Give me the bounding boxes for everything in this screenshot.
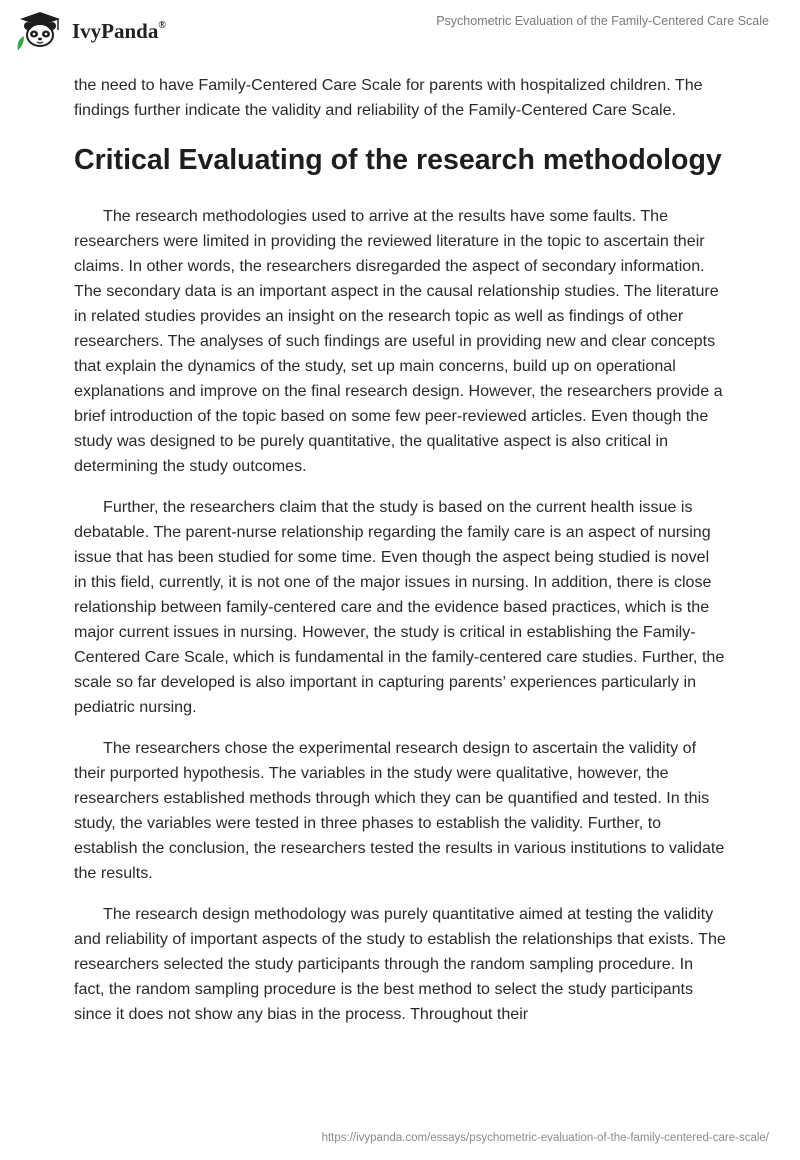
logo-wordmark: IvyPanda®	[72, 18, 166, 43]
source-url[interactable]: https://ivypanda.com/essays/psychometric-evaluation-of-the-family-centered-care-scale/	[321, 1132, 769, 1144]
intro-paragraph: the need to have Family-Centered Care Scale for parents with hospitalized children. The findings further indicate the validity and reliability of the Family-Centered Care Scale.	[74, 76, 703, 119]
registered-mark: ®	[158, 19, 166, 31]
ivypanda-logo[interactable]	[14, 10, 166, 50]
page-header	[0, 0, 800, 60]
body-paragraph-2: Further, the researchers claim that the study is based on the current health issue is debatable. The parent-nurse relationship regarding the family care is an aspect of nursing issue that has been studied for some time. Even though the aspect being studied is novel in this field, currently, it is not one of the major issues in nursing. In addition, there is close relationship between family-centered care and the evidence based practices, which is the major current issues in nursing. However, the study is critical in establishing the Family-Centered Care Scale, which is fundamental in the family-centered care studies. Further, the scale so far developed is also important in capturing parents’ experiences particularly in pediatric nursing.	[74, 498, 725, 716]
body-paragraph-4: The research design methodology was purely quantitative aimed at testing the validity and reliability of important aspects of the study to establish the relationships that exists. The researchers selected the study participants through the random sampling procedure. In fact, the random sampling procedure is the best method to select the study participants since it does not show any bias in the process. Throughout their	[74, 905, 726, 1023]
panda-mascot-icon	[14, 10, 66, 50]
essay-content	[74, 73, 726, 1043]
document-title: Psychometric Evaluation of the Family-Centered Care Scale	[436, 14, 769, 28]
body-paragraph-1: The research methodologies used to arrive at the results have some faults. The researchers were limited in providing the reviewed literature in the topic to ascertain their claims. In other words, the researchers disregarded the aspect of secondary information. The secondary data is an important aspect in the causal relationship studies. The literature in related studies provides an insight on the research topic as well as findings of other researchers. The analyses of such findings are useful in providing new and clear concepts that explain the dynamics of the study, set up main concerns, build up on operational explanations and improve on the final research design. However, the researchers provide a brief introduction of the topic based on some few peer-reviewed articles. Even though the study was designed to be purely quantitative, the qualitative aspect is also critical in determining the study outcomes.	[74, 207, 723, 475]
body-paragraph-3: The researchers chose the experimental research design to ascertain the validity of their purported hypothesis. The variables in the study were qualitative, however, the researchers established methods through which they can be quantified and tested. In this study, the variables were tested in three phases to establish the validity. Further, to establish the conclusion, the researchers tested the results in various institutions to validate the results.	[74, 739, 725, 882]
section-heading: Critical Evaluating of the research methodology	[74, 144, 722, 176]
